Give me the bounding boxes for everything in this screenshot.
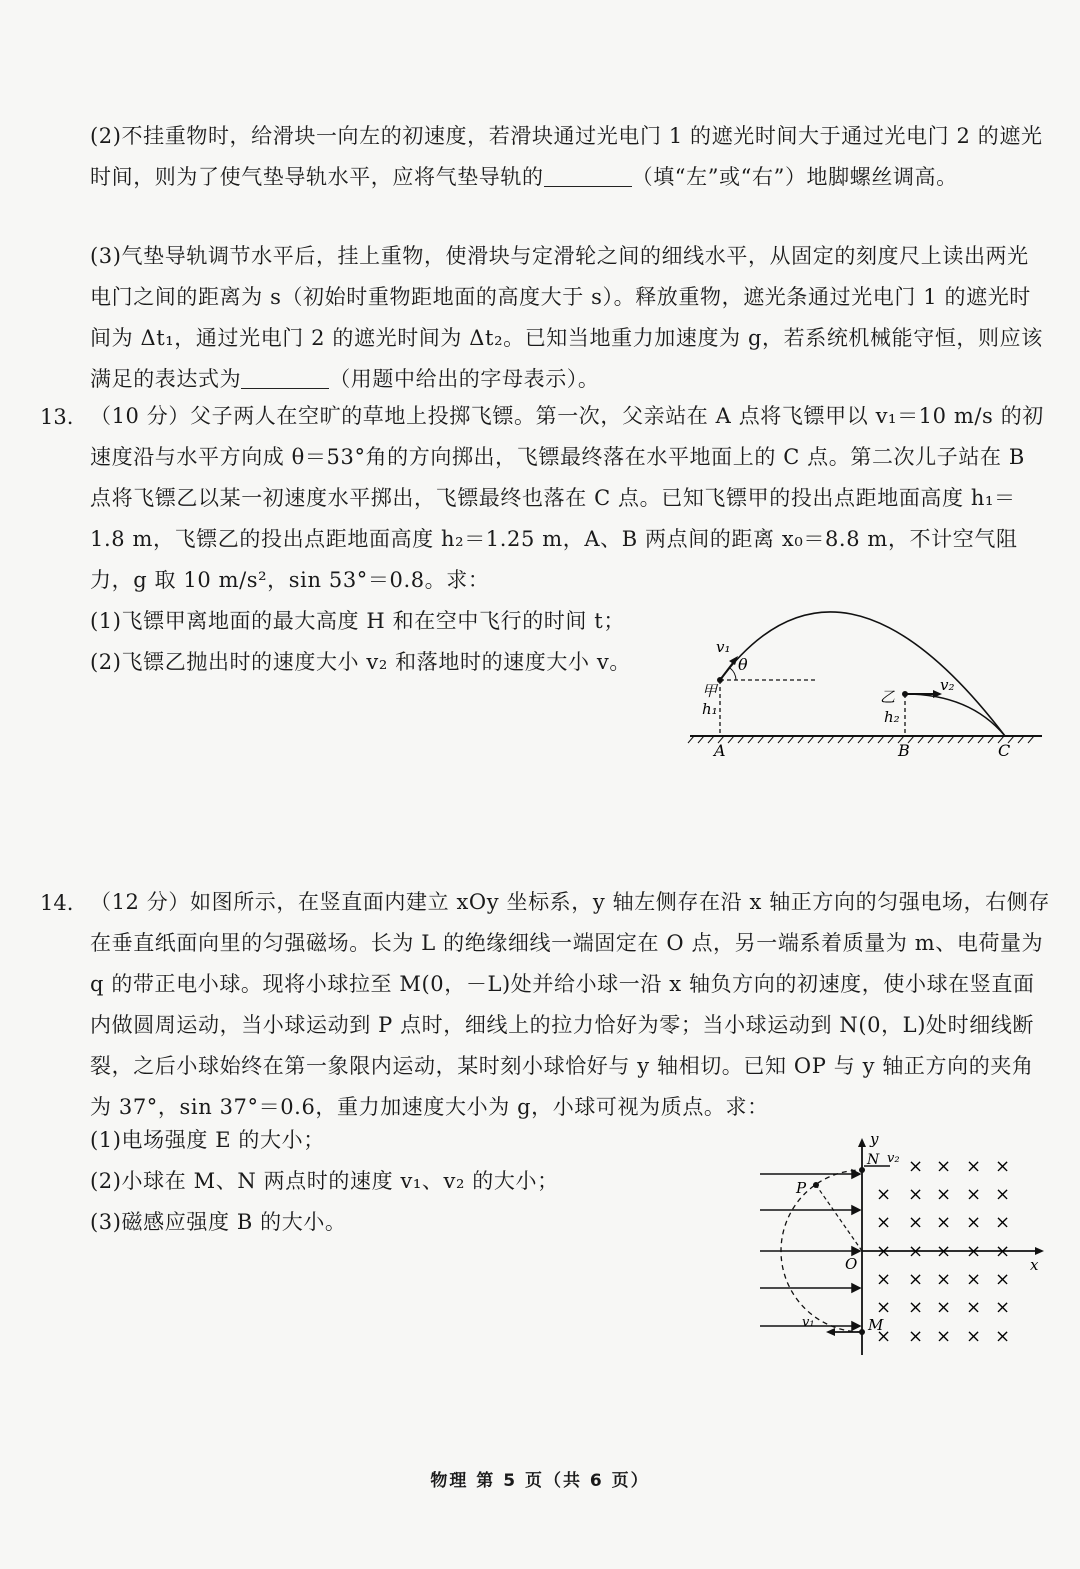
label-v1: v₁ — [802, 1315, 815, 1330]
q13-sub1: (1)飞镖甲离地面的最大高度 H 和在空中飞行的时间 t； — [90, 609, 625, 633]
q14-number: 14. — [40, 891, 74, 915]
svg-text:×: × — [936, 1241, 952, 1262]
label-theta: θ — [738, 655, 748, 674]
label-C: C — [998, 741, 1011, 760]
svg-text:×: × — [908, 1326, 924, 1347]
label-h2: h₂ — [884, 708, 900, 726]
label-A: A — [714, 741, 726, 760]
svg-text:×: × — [966, 1326, 982, 1347]
svg-text:×: × — [908, 1297, 924, 1318]
svg-text:×: × — [908, 1241, 924, 1262]
label-h1: h₁ — [702, 700, 718, 718]
label-yi: 乙 — [880, 688, 896, 706]
svg-text:×: × — [966, 1241, 982, 1262]
svg-text:×: × — [936, 1184, 952, 1205]
svg-text:×: × — [908, 1269, 924, 1290]
answer-blank[interactable] — [544, 165, 632, 187]
point-N — [859, 1167, 865, 1173]
q14-figure — [750, 1130, 1050, 1360]
svg-text:×: × — [995, 1156, 1011, 1177]
electric-field-lines — [760, 1170, 860, 1330]
svg-text:×: × — [995, 1297, 1011, 1318]
svg-text:×: × — [936, 1156, 952, 1177]
v1-arrowhead — [826, 1328, 835, 1336]
trajectory-yi — [905, 694, 1005, 736]
op-line — [816, 1185, 862, 1251]
svg-text:×: × — [876, 1269, 892, 1290]
q14-sub1: (1)电场强度 E 的大小； — [90, 1128, 325, 1152]
theta-arc — [730, 668, 736, 680]
y-axis-arrowhead — [858, 1138, 866, 1147]
label-x: x — [1030, 1256, 1039, 1274]
svg-text:×: × — [966, 1156, 982, 1177]
q14-stem: （12 分）如图所示，在竖直面内建立 xOy 坐标系，y 轴左侧存在沿 x 轴正方向的匀强电场，右侧存在垂直纸面向里的匀强磁场。长为 L 的绝缘细线一端固定在 O 点，另一端系着质量为 m、电荷量为 q 的带正电小球。现将小球拉至 M(0，－L)处并给小球一沿 x 轴负方向的初速度，使小球在竖直面内做圆周运动，当小球运动到 P 点时，细线上的拉力恰好为零；当小球运动到 N(0，L)处时细线断裂，之后小球始终在第一象限内运动，某时刻小球恰好与 y 轴相切。已知 OP 与 y 轴正方向的夹角为 37°，sin 37°＝0.6，重力加速度大小为 g，小球可视为质点。求： — [90, 890, 1050, 1119]
q12-part2: (2)不挂重物时，给滑块一向左的初速度，若滑块通过光电门 1 的遮光时间大于通过光电门 2 的遮光时间，则为了使气垫导轨水平，应将气垫导轨的 （填“左”或“右”）地脚螺丝调高。 — [90, 124, 1043, 189]
svg-text:×: × — [936, 1269, 952, 1290]
q13-stem: （10 分）父子两人在空旷的草地上投掷飞镖。第一次，父亲站在 A 点将飞镖甲以 v₁＝10 m/s 的初速度沿与水平方向成 θ＝53°角的方向掷出，飞镖最终落在水平地面上的 C 点。第二次儿子站在 B 点将飞镖乙以某一初速度水平掷出，飞镖最终也落在 C 点。已知飞镖甲的投出点距地面高度 h₁＝1.8 m，飞镖乙的投出点距地面高度 h₂＝1.25 m，A、B 两点间的距离 x₀＝8.8 m，不计空气阻力，g 取 10 m/s²，sin 53°＝0.8。求： — [90, 404, 1044, 592]
q13-figure — [680, 590, 1050, 770]
label-B: B — [898, 741, 910, 760]
ground-hatch — [688, 736, 1034, 743]
svg-text:×: × — [908, 1156, 924, 1177]
q12-part3: (3)气垫导轨调节水平后，挂上重物，使滑块与定滑轮之间的细线水平，从固定的刻度尺上读出两光电门之间的距离为 s（初始时重物距地面的高度大于 s）。释放重物，遮光条通过光电门 1 的遮光时间为 Δt₁，通过光电门 2 的遮光时间为 Δt₂。已知当地重力加速度为 g，若系统机械能守恒，则应该满足的表达式为 （用题中给出的字母表示）。 — [90, 244, 1043, 391]
label-v2: v₂ — [940, 676, 955, 694]
svg-text:×: × — [936, 1326, 952, 1347]
q14-sub3: (3)磁感应强度 B 的大小。 — [90, 1210, 347, 1234]
label-v1: v₁ — [716, 638, 731, 656]
label-M: M — [868, 1316, 884, 1334]
svg-text:×: × — [995, 1326, 1011, 1347]
svg-text:×: × — [936, 1212, 952, 1233]
svg-text:×: × — [908, 1184, 924, 1205]
svg-text:×: × — [966, 1212, 982, 1233]
svg-text:×: × — [876, 1326, 892, 1347]
svg-text:×: × — [876, 1241, 892, 1262]
page-footer: 物理 第 5 页（共 6 页） — [430, 1471, 650, 1491]
trajectory-jia — [720, 612, 1005, 736]
svg-text:×: × — [876, 1184, 892, 1205]
answer-blank[interactable] — [241, 367, 329, 389]
svg-text:×: × — [966, 1297, 982, 1318]
svg-text:×: × — [995, 1212, 1011, 1233]
svg-text:×: × — [876, 1297, 892, 1318]
svg-text:×: × — [995, 1184, 1011, 1205]
q13-number: 13. — [40, 405, 74, 429]
svg-text:×: × — [908, 1212, 924, 1233]
svg-text:×: × — [995, 1269, 1011, 1290]
svg-text:×: × — [966, 1269, 982, 1290]
x-axis-arrowhead — [1035, 1247, 1044, 1255]
label-P: P — [796, 1179, 807, 1197]
point-P — [813, 1182, 819, 1188]
label-N: N — [867, 1152, 880, 1168]
svg-text:×: × — [876, 1212, 892, 1233]
label-v2: v₂ — [887, 1151, 900, 1166]
label-O: O — [845, 1255, 858, 1273]
label-jia: 甲 — [702, 682, 718, 700]
q13-sub2: (2)飞镖乙抛出时的速度大小 v₂ 和落地时的速度大小 v。 — [90, 650, 631, 674]
svg-text:×: × — [936, 1297, 952, 1318]
q14-sub2: (2)小球在 M、N 两点时的速度 v₁、v₂ 的大小； — [90, 1169, 559, 1193]
svg-text:×: × — [995, 1241, 1011, 1262]
svg-text:×: × — [966, 1184, 982, 1205]
label-y: y — [870, 1130, 879, 1148]
